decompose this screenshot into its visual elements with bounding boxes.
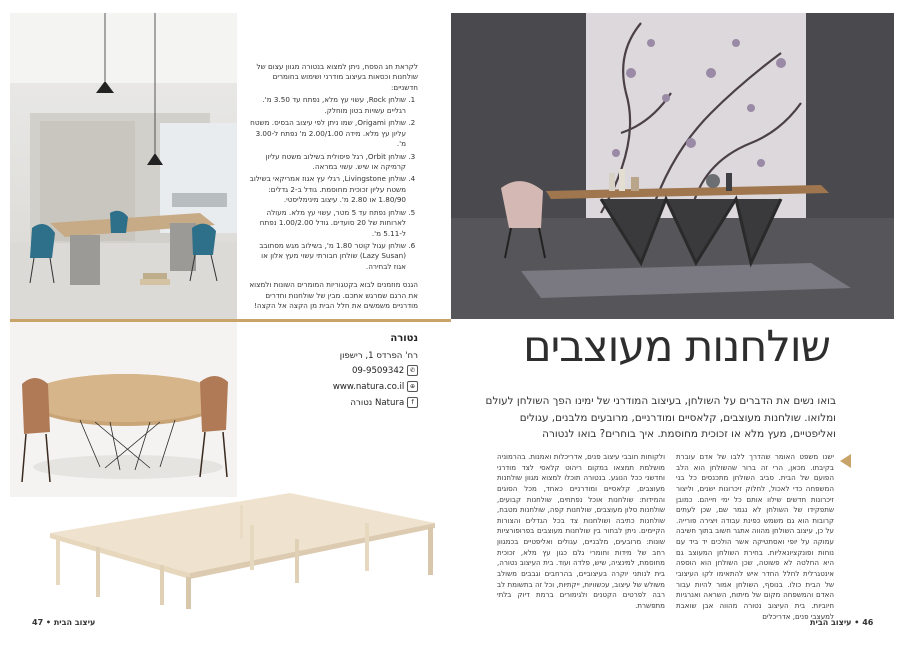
photo-round-table [10,322,237,497]
photo-extendable-table [40,485,440,610]
list-item: 5. שולחן נפתח עד 5 מטר, עשוי עץ מלא. מעולה לארוחות של 20 סועדים. גודל 1.00/2.00 נפתח ל-5.11 מ'. [248,208,406,239]
store-facebook-link[interactable]: Natura נטורה [350,398,405,409]
globe-icon: ⊕ [407,381,418,392]
body-column-left: ולקוחות חובבי עיצוב פנים, אדריכלות ואמנות. בהרמוניה מושלמת תמצאו במקום ריהוט קלאסי לצד מודרני וחדשני ככל הנוגע. בנטורה תוכלו למצוא מגוון שולחנות מעוצבים, קלאסיים ומודרניים כאחד, מכל הסוגים והמידות: שולחנות אוכל נפתחים, שולחנות קבועים, שולחנות סלון מעוצבים, שולחנות קפה, שולחנות מטבח, שולחנות כתיבה ושולחנות צד בכל הגדלים והצורות הקיימים. ניתן לבחור בין שולחנות מעוצבים בפרופורציות שונות: מרובעים, מלבניים, עגולים ואליפטיים בכמגוון רחב של מידות וחומרי גלם כגון עץ מלא, זכוכית מחוסמת, למינציה, שיש, פלדה ועוד. בית העיצוב נטורה, בית לנותני יוקרה בעיצוביים, בהרחבים וגבבים משולב משולש של עיצוב, עכשוויות, ייקתיות, וכל זה בתשומת לב רבה לפרטים הקטנים ולגימורים ברמת דיוק בלתי מתפשרת. [497,452,665,610]
store-phone[interactable]: 09-9509342 [351,366,405,377]
phone-icon: ✆ [407,365,418,376]
store-website-link[interactable]: www.natura.co.il [332,382,405,393]
photo-origami-table [451,13,894,319]
list-item: 4. שולחן Livingstone, רגלי עץ אגוז אמריקאי בשילוב משטח עליון זכוכית מחוסמת. גודל ב-2 גדלים: 1.80/90 או 2.80 מ'. עיצוב מינימליסטי. [248,174,406,205]
intro-paragraph: לקראת חג הפסח, ניתן למצוא בנטורה מגוון עצום של שולחנות וכסאות בעיצוב מודרני ושימוש בחומרים חדשניים: [256,62,418,92]
store-phone-row [300,364,418,380]
lead-paragraph: בואו נשים את הדברים על השולחן, בעיצוב המודרני של ימינו הפך השולחן לעולם ומלואו. שולחנות מעוצבים, קלאסיים ומודרניים, מרובעים מלבנים, עגולים ואליפטיים, מעץ מלא או זכוכית מחוסמת. איך בוחרים? בואו לנטורה [485,395,836,441]
arrow-marker-icon [840,454,851,468]
store-facebook-row [300,396,418,412]
page-title: שולחנות מעוצבים [523,322,830,372]
right-page-footer: 46 • עיצוב הבית [810,618,874,627]
intro-text-block [248,62,418,312]
store-name: נטורה [390,333,418,344]
list-item: 2. שולחן Origami, שמו ניתן לפי עיצוב הבסיס. משטח עליון עץ מלא. מידה 2.00/1.00 מ' נפתח ל-3.00 מ'. [248,118,406,149]
store-info [300,330,418,412]
list-item: 3. שולחן Orbit, רגל פיסולית בשילוב משטח עליון קרמיקה או שיש. עשוי במראה. [248,152,406,173]
photo-dining-room-blue-chairs [10,13,237,319]
store-website-row [300,380,418,396]
list-item: 1. שולחן Rock, עשוי עץ מלא, נפתח עד 3.50 מ'. רגליים עשויות בטון מוחלק. [248,95,406,116]
table-list [248,95,418,272]
list-item: 6. שולחן עגול קוטר 1.80 מ', בשילוב מגש מסתובב (Lazy Susan) שולחן חבורתי עשוי מעץ אלון או אגוז לבחירה. [248,241,406,272]
body-column-right: ישנו משפט האומר שהדרך ללבו של אדם עוברת בקיבתו. מכאן, הרי זה ברור שהשולחן הוא הלב הפועם של הבית. סביב השולחן מתכנסים כל בני המשפחה כדי לאכול, לחלוק זיכרונות ישנים, וליצור זיכרונות חדשים שילוו אותם כל ימי חייהם. כמובן שתפקידו של השולחן לא נגמר שם, שכן לעתים קרובות הוא גם משמש כפינת עבודה ויצירה פורייה. על כן, עיצוב השולחן מהווה אתגר חשוב בתוך חשיבה עמוקה על יופי ואסתטיקה אשר הולכים יד ביד עם נוחות ופונקציונאליות. בחירת השולחן המעוצב גם היא החלטה לא פשוטה, שכן השולחן הוא הוספה אינטגרלית לחלל החדר איש להתאימו לקו העיצובי של הבית כולו. בנוסף, השולחן אמור להיות עבור האדם והמשפחה מקום של מיתוח, השראה ואנרגיות חיוביות. בית העיצוב נטורה מהווה אבן שואבת למעצבי פנים, אדריכלים [676,452,834,621]
left-page-footer: עיצוב הבית • 47 [32,618,96,627]
outro-paragraph: הגנס מוזמנים לבוא בקטגוריות המומרים השונות ולמצוא את הרגם שמרגש אתכם. מבין של שולחנות וחדרים מודרניים משמשים את חלל הבית מן הקצה אל הקצה! [249,280,418,311]
store-address: רח' הפרדס 1, רישפון [339,350,418,361]
facebook-icon: f [407,397,418,408]
